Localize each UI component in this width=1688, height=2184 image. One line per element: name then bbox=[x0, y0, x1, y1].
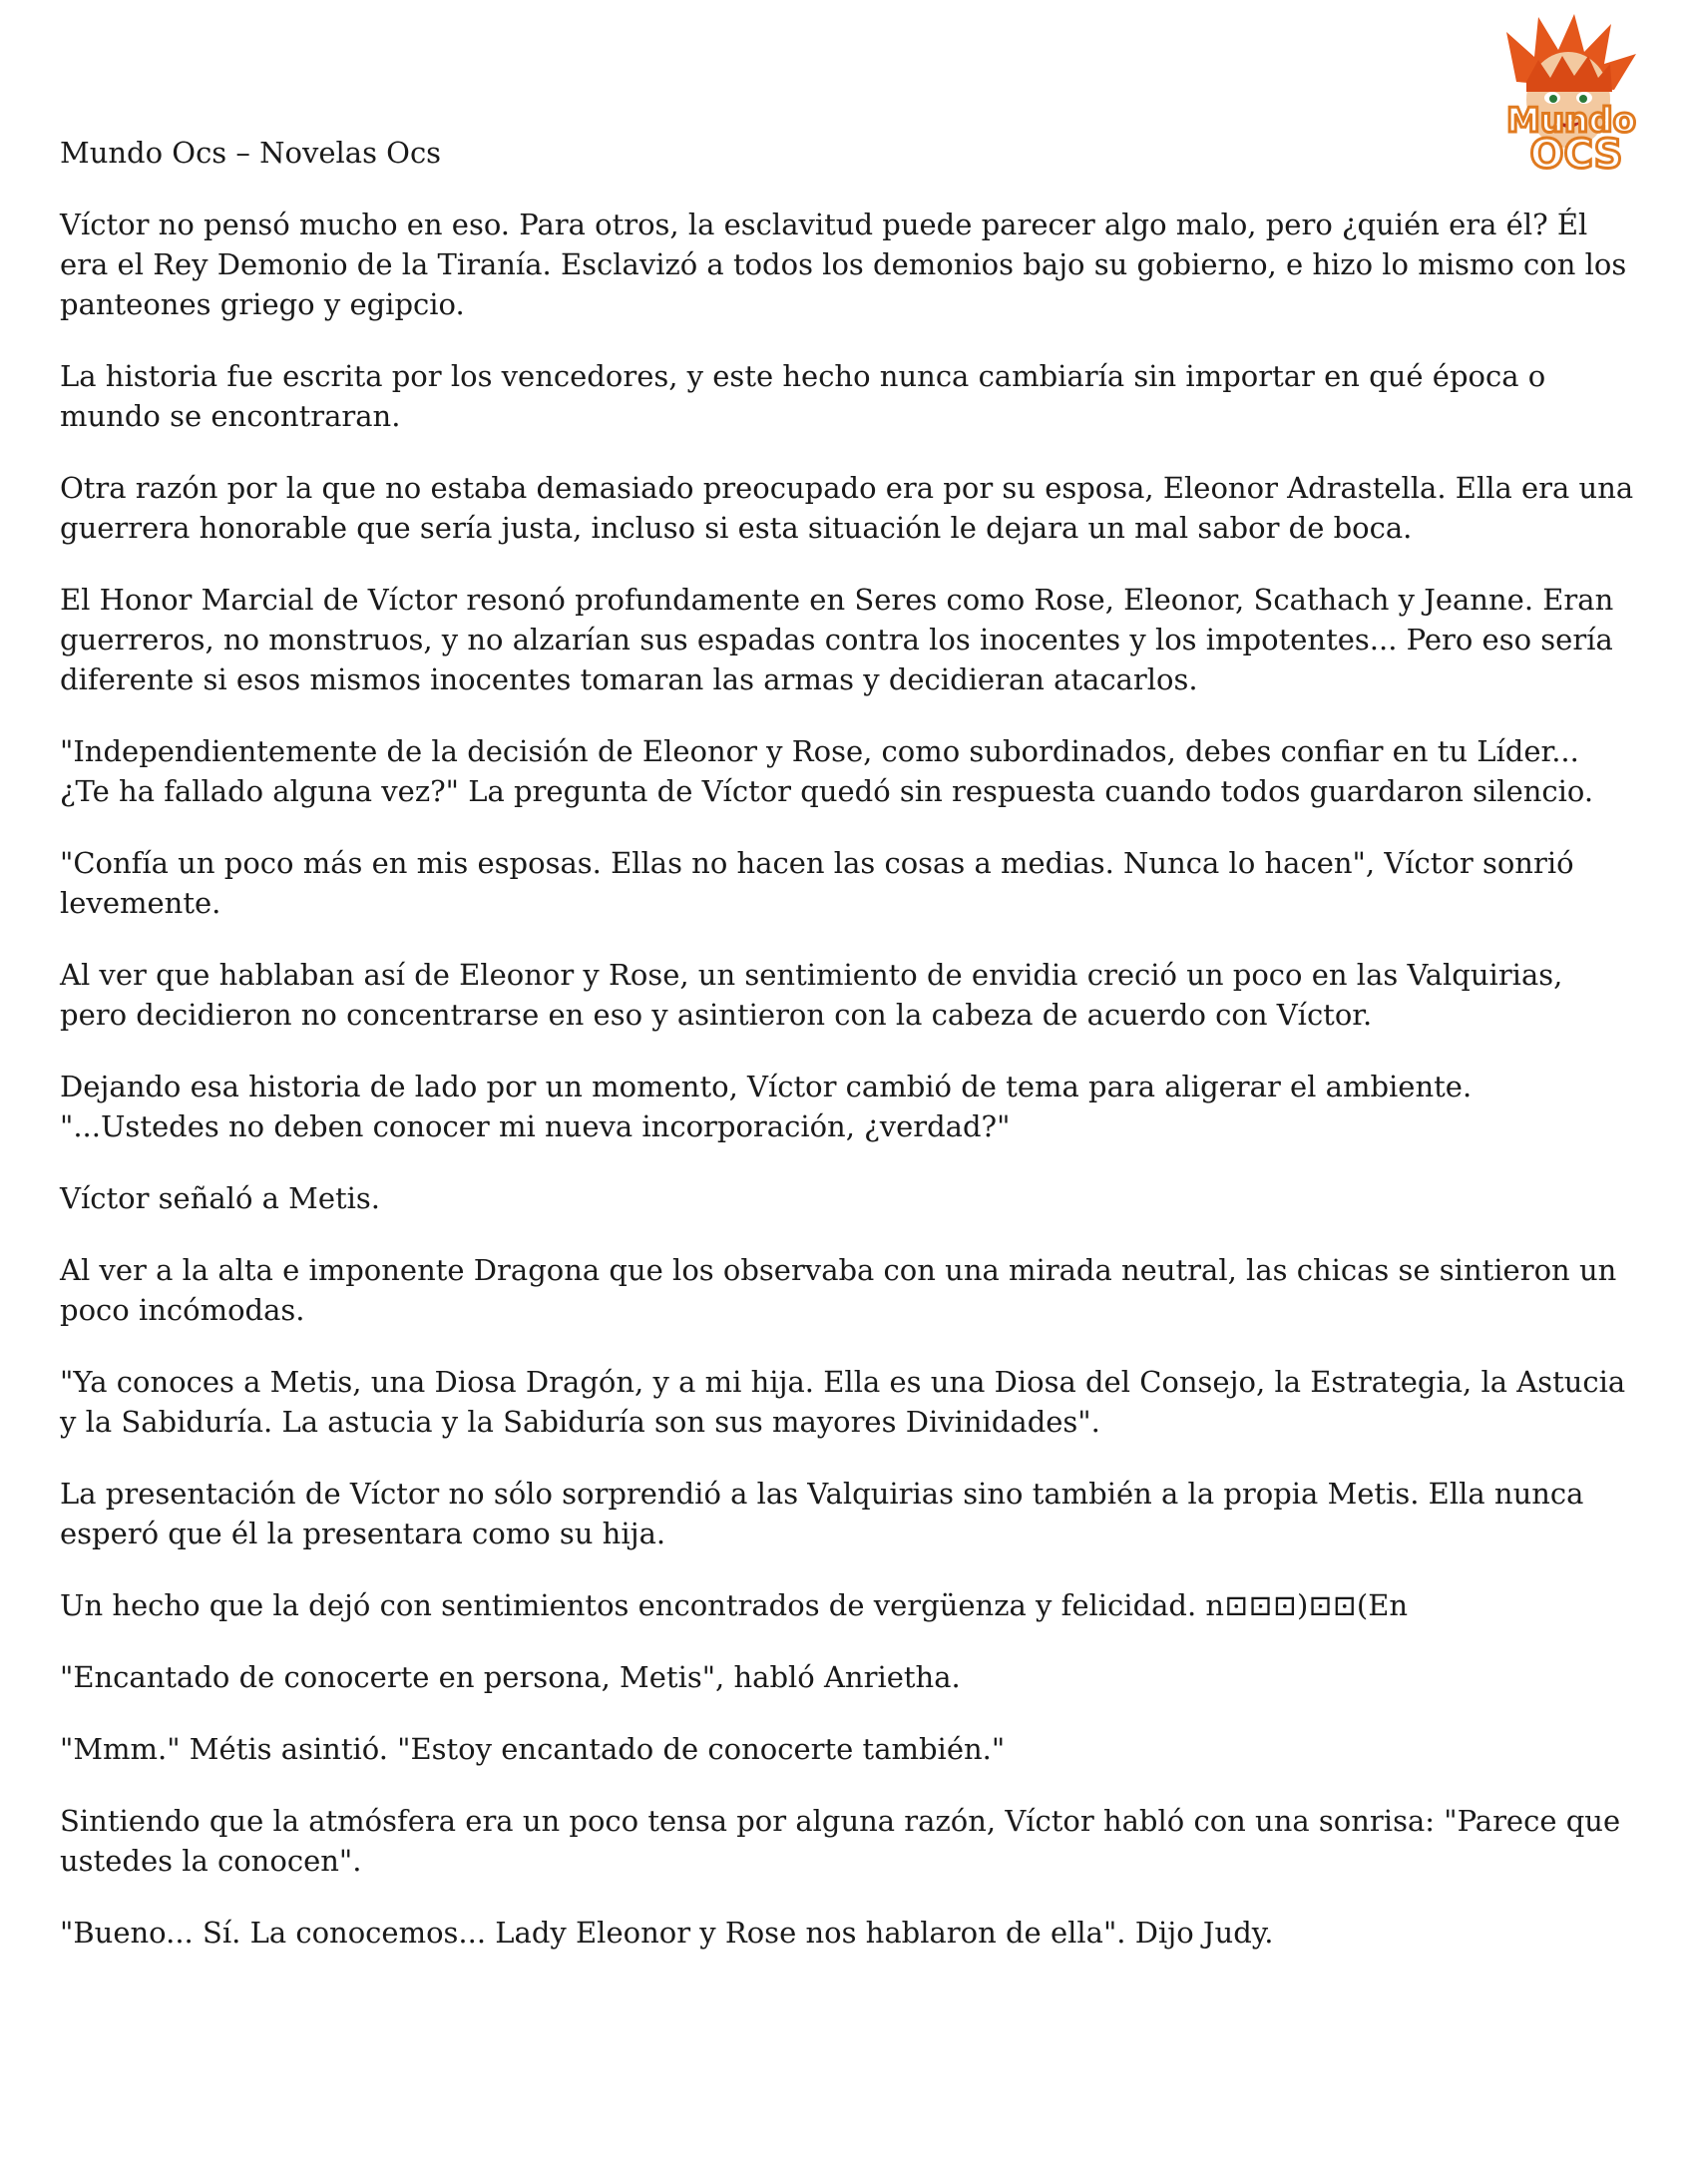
paragraph: "Independientemente de la decisión de Eleonor y Rose, como subordinados, debes confiar en tu Líder... ¿Te ha fallado alguna vez?" La pregunta de Víctor quedó sin respuesta cuando todos guardaron silencio. bbox=[60, 734, 1594, 808]
paragraph: Al ver a la alta e imponente Dragona que los observaba con una mirada neutral, las chicas se sintieron un poco incómodas. bbox=[60, 1253, 1617, 1327]
mundo-ocs-logo-icon bbox=[1477, 12, 1666, 182]
logo-text-top: Mundo bbox=[1506, 101, 1636, 141]
paragraph: "Ya conoces a Metis, una Diosa Dragón, y a mi hija. Ella es una Diosa del Consejo, la Estrategia, la Astucia y la Sabiduría. La astucia y la Sabiduría son sus mayores Divinidades". bbox=[60, 1365, 1626, 1439]
paragraph: Víctor no pensó mucho en eso. Para otros, la esclavitud puede parecer algo malo, pero ¿quién era él? Él era el Rey Demonio de la Tiranía. Esclavizó a todos los demonios bajo su gobierno, e hizo lo mismo con los panteones griego y egipcio. bbox=[60, 208, 1627, 321]
paragraph: La presentación de Víctor no sólo sorprendió a las Valquirias sino también a la propia Metis. Ella nunca esperó que él la presentara como su hija. bbox=[60, 1477, 1584, 1550]
document-header: Mundo Ocs – Novelas Ocs bbox=[60, 136, 442, 170]
paragraph: Víctor señaló a Metis. bbox=[60, 1181, 381, 1215]
paragraph: La historia fue escrita por los vencedores, y este hecho nunca cambiaría sin importar en qué época o mundo se encontraran. bbox=[60, 359, 1546, 433]
paragraph: "Mmm." Métis asintió. "Estoy encantado de conocerte también." bbox=[60, 1732, 1006, 1766]
mundo-ocs-logo-graphic bbox=[1477, 12, 1666, 182]
paragraph: Un hecho que la dejó con sentimientos encontrados de vergüenza y felicidad. n⊡⊡⊡)⊡⊡(En bbox=[60, 1588, 1409, 1622]
paragraph: El Honor Marcial de Víctor resonó profundamente en Seres como Rose, Eleonor, Scathach y Jeanne. Eran guerreros, no monstruos, y no alzarían sus espadas contra los inocentes y los impotentes... Pero eso sería diferente si esos mismos inocentes tomaran las armas y decidieran atacarlos. bbox=[60, 583, 1614, 696]
paragraph: Dejando esa historia de lado por un momento, Víctor cambió de tema para aligerar el ambiente. "...Ustedes no deben conocer mi nueva incorporación, ¿verdad?" bbox=[60, 1070, 1473, 1143]
paragraph: Al ver que hablaban así de Eleonor y Rose, un sentimiento de envidia creció un poco en las Valquirias, pero decidieron no concentrarse en eso y asintieron con la cabeza de acuerdo con Víctor. bbox=[60, 958, 1563, 1032]
paragraph: Sintiendo que la atmósfera era un poco tensa por alguna razón, Víctor habló con una sonrisa: "Parece que ustedes la conocen". bbox=[60, 1804, 1621, 1878]
paragraph: "Confía un poco más en mis esposas. Ellas no hacen las cosas a medias. Nunca lo hacen", Víctor sonrió levemente. bbox=[60, 846, 1574, 920]
paragraph: "Bueno... Sí. La conocemos... Lady Eleonor y Rose nos hablaron de ella". Dijo Judy. bbox=[60, 1916, 1274, 1950]
document-body bbox=[60, 205, 1636, 1984]
logo-text-bottom: OCS bbox=[1529, 132, 1623, 178]
paragraph: Otra razón por la que no estaba demasiado preocupado era por su esposa, Eleonor Adrastella. Ella era una guerrera honorable que sería justa, incluso si esta situación le dejara un mal sabor de boca. bbox=[60, 471, 1634, 545]
paragraph: "Encantado de conocerte en persona, Metis", habló Anrietha. bbox=[60, 1660, 961, 1694]
